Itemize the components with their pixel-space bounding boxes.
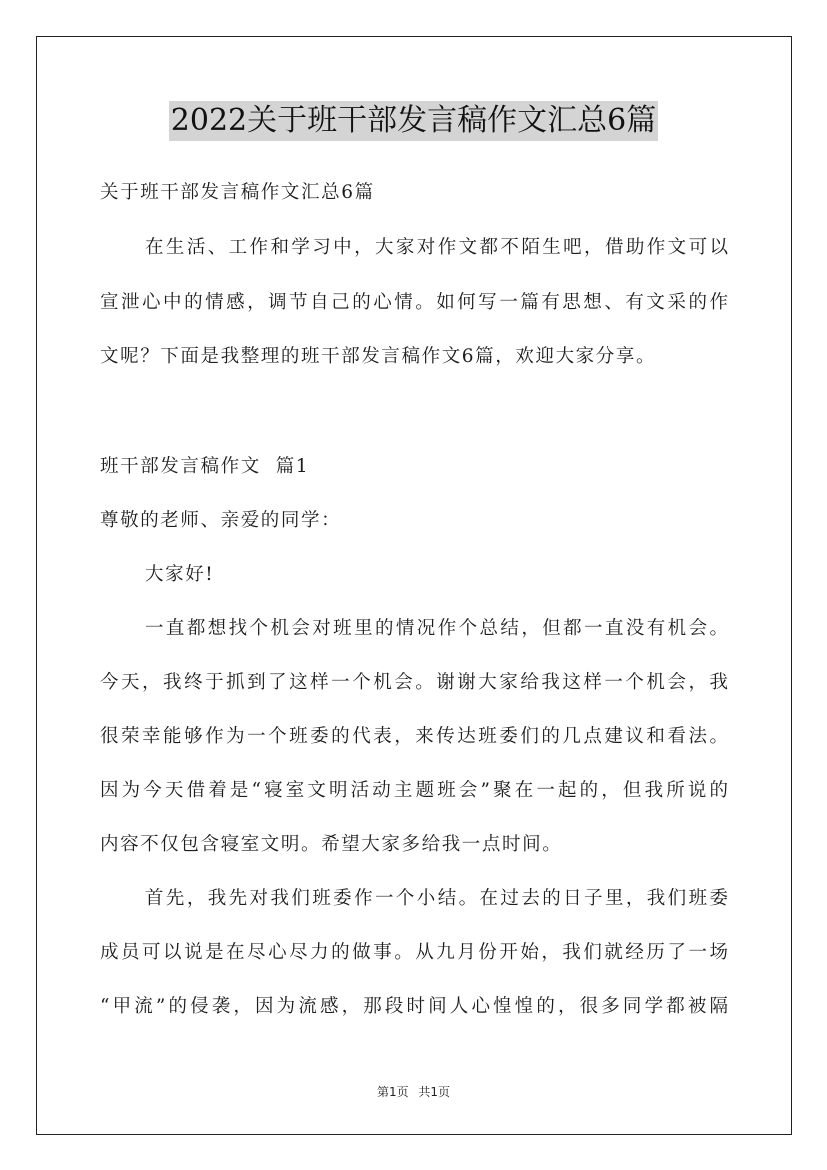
title-container xyxy=(0,101,827,141)
intro-line: 文呢？下面是我整理的班干部发言稿作文6篇，欢迎大家分享。 xyxy=(100,346,657,367)
paragraph-line: “甲流”的侵袭，因为流感，那段时间人心惶惶的，很多同学都被隔 xyxy=(100,996,728,1017)
intro-line: 宣泄心中的情感，调节自己的心情。如何写一篇有思想、有文采的作 xyxy=(100,292,728,313)
page-number: 第1页 xyxy=(376,1085,409,1099)
paragraph-line: 成员可以说是在尽心尽力的做事。从九月份开始，我们就经历了一场 xyxy=(100,942,728,963)
paragraph-line: 首先，我先对我们班委作一个小结。在过去的日子里，我们班委 xyxy=(145,888,728,909)
salutation: 尊敬的老师、亲爱的同学： xyxy=(100,510,342,531)
page-total: 共1页 xyxy=(418,1085,451,1099)
page-footer xyxy=(0,1083,827,1100)
paragraph-line: 今天，我终于抓到了这样一个机会。谢谢大家给我这样一个机会，我 xyxy=(100,672,728,693)
intro-line: 在生活、工作和学习中，大家对作文都不陌生吧，借助作文可以 xyxy=(145,237,728,258)
document-title: 2022关于班干部发言稿作文汇总6篇 xyxy=(169,101,658,141)
greeting: 大家好! xyxy=(145,564,215,585)
paragraph-line: 一直都想找个机会对班里的情况作个总结，但都一直没有机会。 xyxy=(145,618,728,639)
paragraph-line: 内容不仅包含寝室文明。希望大家多给我一点时间。 xyxy=(100,834,563,855)
section-heading: 班干部发言稿作文 篇1 xyxy=(100,456,310,477)
paragraph-line: 因为今天借着是“寝室文明活动主题班会”聚在一起的，但我所说的 xyxy=(100,780,728,801)
document-subtitle: 关于班干部发言稿作文汇总6篇 xyxy=(100,182,375,203)
paragraph-line: 很荣幸能够作为一个班委的代表，来传达班委们的几点建议和看法。 xyxy=(100,726,728,747)
